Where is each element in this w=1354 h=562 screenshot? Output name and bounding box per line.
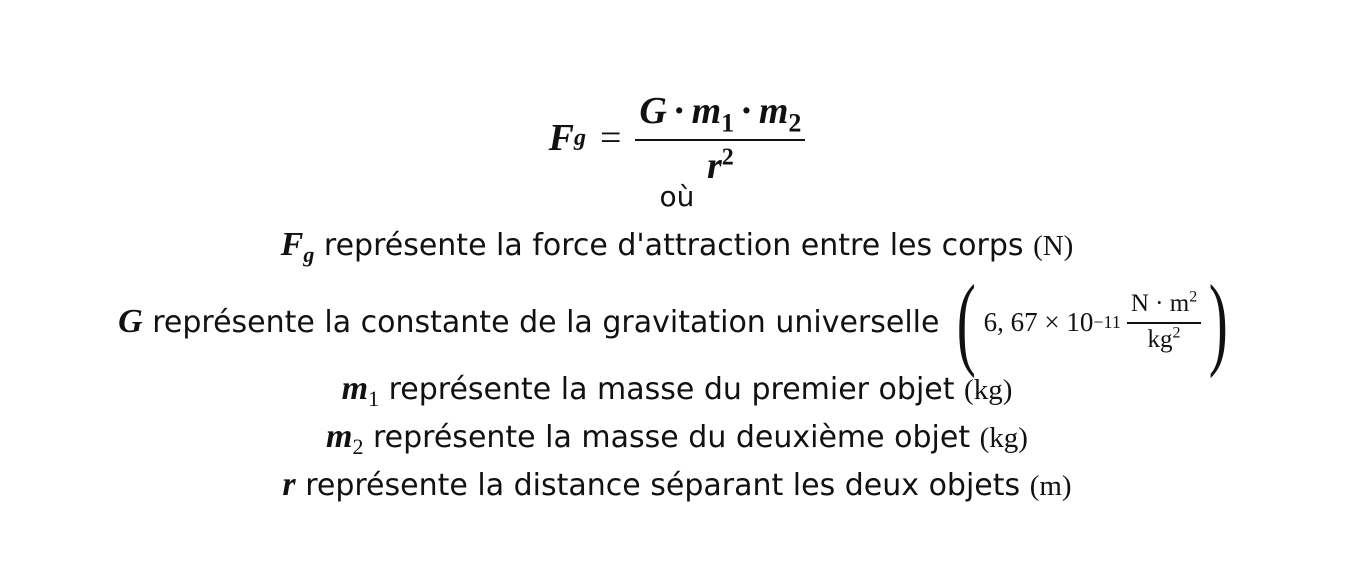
formula-num-dot-2: · [740, 90, 753, 132]
definition-fg-sub: g [303, 242, 315, 267]
definition-m1 [0, 370, 1354, 411]
formula-num-m1-sub: 1 [721, 108, 735, 138]
formula-num-G: G [639, 90, 667, 132]
formula-den-r: r [707, 145, 722, 187]
definition-m2-sub: 2 [352, 434, 364, 459]
definition-m2 [0, 418, 1354, 459]
definition-g-paren-close: ) [1208, 264, 1229, 379]
definition-r-unit: (m) [1029, 470, 1072, 502]
definition-fg-unit: (N) [1033, 230, 1074, 262]
definition-m1-var: m [341, 370, 369, 407]
formula-fraction [635, 88, 805, 188]
definition-m2-unit: (kg) [979, 422, 1028, 454]
definition-g [0, 264, 1354, 379]
gravitation-formula [0, 88, 1354, 188]
definition-g-unit-den-exp: 2 [1172, 324, 1181, 342]
where-label: où [659, 180, 695, 213]
formula-equals: = [599, 117, 622, 159]
formula-num-m2-sub: 2 [788, 108, 802, 138]
formula-numerator [635, 88, 805, 139]
definition-m2-var: m [326, 418, 353, 455]
formula-num-dot-1: · [672, 90, 686, 132]
definition-r-text: représente la distance séparant les deux objets [295, 468, 1030, 503]
definition-g-text: représente la constante de la gravitation universelle [142, 304, 950, 340]
definition-g-unit-num-exp: 2 [1189, 288, 1198, 306]
definition-fg [0, 226, 1354, 267]
definition-g-var: G [118, 303, 143, 340]
definition-r [0, 466, 1354, 504]
definition-g-coef: 6, 67 × 10 [983, 306, 1094, 337]
definition-r-var: r [282, 466, 296, 503]
formula-den-exp: 2 [721, 144, 734, 171]
formula-num-m2: m [758, 90, 789, 132]
definition-fg-var: F [280, 226, 304, 263]
formula-lhs: F g [548, 117, 586, 159]
definition-m1-text: représente la masse du premier objet [379, 372, 965, 407]
definition-g-paren-open: ( [956, 264, 976, 379]
definition-g-unit-num-text: N · m [1130, 290, 1190, 318]
definition-g-value: 6, 67 × 10 −11 $\frac{N \cdot m^2}{kg^2}$ [984, 290, 1202, 354]
definition-m1-unit: (kg) [964, 374, 1013, 406]
definition-m2-text: représente la masse du deuxième objet [363, 420, 980, 455]
formula-num-m1: m [691, 90, 722, 132]
definition-g-unit-fraction [1127, 290, 1201, 354]
definition-m1-sub: 1 [368, 386, 380, 411]
definition-g-unit-den-text: kg [1147, 325, 1173, 353]
definition-g-unit-num [1127, 290, 1201, 322]
definition-fg-text: représente la force d'attraction entre les corps [314, 228, 1034, 263]
formula-lhs-var: F [548, 117, 574, 159]
definition-g-unit-den [1148, 324, 1181, 354]
